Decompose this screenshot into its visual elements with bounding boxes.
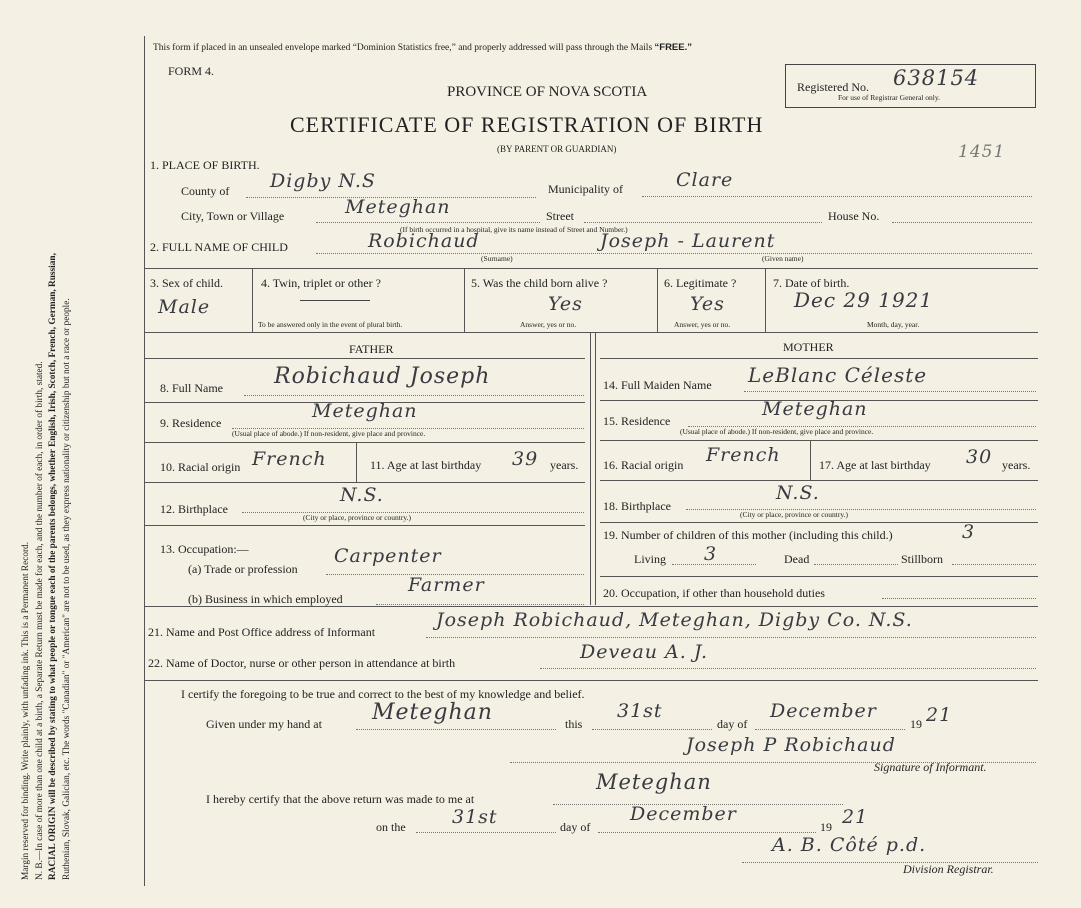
mother-race-value: French bbox=[706, 444, 781, 466]
mother-stillborn-label: Stillborn bbox=[901, 552, 944, 566]
mother-residence-label: 15. Residence bbox=[603, 414, 671, 428]
house-label: House No. bbox=[828, 209, 880, 223]
alive-label: 5. Was the child born alive ? bbox=[471, 276, 608, 290]
mother-occupation-label: 20. Occupation, if other than household duties bbox=[603, 586, 825, 600]
father-race-label: 10. Racial origin bbox=[160, 460, 241, 474]
this-label: this bbox=[565, 717, 583, 731]
date-note: Month, day, year. bbox=[867, 320, 920, 329]
municipality-label: Municipality of bbox=[548, 182, 623, 196]
father-business-label: (b) Business in which employed bbox=[188, 592, 343, 606]
margin-note-racial-cont: Ruthenian, Slovak, Galician, etc. The words "Canadian" or "American" are not to be used, as they express nationality or citizenship but not a race or people. bbox=[61, 298, 72, 880]
informant-signature: Joseph P Robichaud bbox=[686, 734, 896, 756]
province: PROVINCE OF NOVA SCOTIA bbox=[447, 84, 648, 100]
father-age-label: 11. Age at last birthday bbox=[370, 458, 482, 472]
mother-birthplace-note: (City or place, province or country.) bbox=[740, 510, 849, 519]
mother-race-label: 16. Racial origin bbox=[603, 458, 684, 472]
mother-heading: MOTHER bbox=[783, 340, 834, 354]
legit-value: Yes bbox=[690, 293, 725, 315]
legit-note: Answer, yes or no. bbox=[674, 320, 731, 329]
mother-birthplace-value: N.S. bbox=[776, 482, 820, 504]
mail-notice: This form if placed in an unsealed envelope marked “Dominion Statistics free,” and properly addressed will pass through the Mails “FREE.” bbox=[153, 42, 692, 53]
father-age-value: 39 bbox=[512, 448, 539, 470]
margin-note-binding: Margin reserved for binding. Write plainly, with unfading ink. This is a Permanent Record. bbox=[21, 541, 31, 880]
year-suffix-value: 21 bbox=[926, 704, 953, 726]
father-birthplace-value: N.S. bbox=[340, 484, 384, 506]
page-title: CERTIFICATE OF REGISTRATION OF BIRTH bbox=[290, 112, 764, 137]
mother-residence-value: Meteghan bbox=[762, 398, 868, 420]
mother-name-label: 14. Full Maiden Name bbox=[603, 378, 712, 392]
father-residence-label: 9. Residence bbox=[160, 416, 222, 430]
mother-birthplace-label: 18. Birthplace bbox=[603, 499, 671, 513]
return-line: I hereby certify that the above return was made to me at bbox=[206, 792, 475, 806]
given-label: Given under my hand at bbox=[206, 717, 322, 731]
mail-free: “FREE.” bbox=[654, 42, 692, 53]
informant-value: Joseph Robichaud, Meteghan, Digby Co. N.S. bbox=[436, 609, 913, 631]
mother-children-value: 3 bbox=[962, 521, 976, 543]
father-name-value: Robichaud Joseph bbox=[274, 364, 491, 389]
on-the-label: on the bbox=[376, 820, 406, 834]
father-years-label: years. bbox=[550, 458, 579, 472]
mother-dead-label: Dead bbox=[784, 552, 810, 566]
surname-caption: (Surname) bbox=[481, 254, 513, 263]
date-label: 7. Date of birth. bbox=[773, 276, 850, 290]
alive-value: Yes bbox=[548, 293, 583, 315]
year-prefix: 19 bbox=[910, 717, 922, 731]
return-year-suffix-value: 21 bbox=[842, 806, 869, 828]
sex-value: Male bbox=[158, 296, 211, 318]
county-label: County of bbox=[181, 184, 230, 198]
informant-signature-caption: Signature of Informant. bbox=[874, 760, 987, 774]
form-number: FORM 4. bbox=[168, 64, 215, 78]
return-month-value: December bbox=[630, 803, 737, 825]
day-of-label: day of bbox=[717, 717, 748, 731]
street-label: Street bbox=[546, 209, 574, 223]
father-residence-note: (Usual place of abode.) If non-resident, give place and province. bbox=[232, 429, 426, 438]
mother-children-label: 19. Number of children of this mother (including this child.) bbox=[603, 528, 893, 542]
return-place-value: Meteghan bbox=[596, 770, 712, 794]
county-value: Digby N.S bbox=[270, 170, 376, 192]
hospital-note: (If birth occurred in a hospital, give its name instead of Street and Number.) bbox=[400, 225, 628, 234]
city-label: City, Town or Village bbox=[181, 209, 285, 223]
corner-mark: 1451 bbox=[958, 142, 1006, 162]
place-of-birth-heading: 1. PLACE OF BIRTH. bbox=[150, 158, 260, 172]
father-residence-value: Meteghan bbox=[312, 400, 418, 422]
father-trade-value: Carpenter bbox=[334, 545, 442, 567]
father-heading: FATHER bbox=[349, 342, 394, 356]
given-caption: (Given name) bbox=[762, 254, 804, 263]
city-value: Meteghan bbox=[345, 196, 451, 218]
legit-label: 6. Legitimate ? bbox=[664, 276, 737, 290]
municipality-value: Clare bbox=[676, 169, 734, 191]
doctor-label: 22. Name of Doctor, nurse or other person in attendance at birth bbox=[148, 656, 456, 670]
given-place-value: Meteghan bbox=[372, 700, 493, 725]
date-value: Dec 29 1921 bbox=[794, 288, 934, 312]
alive-note: Answer, yes or no. bbox=[520, 320, 577, 329]
child-surname-value: Robichaud bbox=[368, 230, 480, 252]
mother-living-value: 3 bbox=[704, 543, 718, 565]
father-business-value: Farmer bbox=[408, 574, 485, 596]
certify-line: I certify the foregoing to be true and correct to the best of my knowledge and belief. bbox=[181, 687, 585, 701]
father-race-value: French bbox=[252, 448, 327, 470]
father-birthplace-note: (City or place, province or country.) bbox=[303, 513, 412, 522]
informant-label: 21. Name and Post Office address of Informant bbox=[148, 625, 376, 639]
subtitle: (BY PARENT OR GUARDIAN) bbox=[497, 144, 617, 154]
twin-note: To be answered only in the event of plural birth. bbox=[258, 320, 403, 329]
twin-label: 4. Twin, triplet or other ? bbox=[261, 276, 381, 290]
margin-note-plural: N. B.—In case of more than one child at a birth, a Separate Return must be made for each, and the number of each, in order of birth, stated. bbox=[34, 361, 45, 880]
registrar-signature: A. B. Côté p.d. bbox=[772, 834, 927, 856]
child-given-value: Joseph - Laurent bbox=[600, 230, 776, 252]
return-year-prefix: 19 bbox=[820, 820, 832, 834]
sex-label: 3. Sex of child. bbox=[150, 276, 223, 290]
margin-note-racial: RACIAL ORIGIN will be described by stating to what people or tongue each of the parents belongs, whether English, Irish, Scotch, French, German, Russian, bbox=[48, 253, 58, 880]
father-occupation-label: 13. Occupation:— bbox=[160, 542, 249, 556]
mother-name-value: LeBlanc Céleste bbox=[748, 363, 928, 387]
this-day-value: 31st bbox=[617, 700, 663, 722]
registrar-note: For use of Registrar General only. bbox=[838, 93, 940, 102]
registrar-caption: Division Registrar. bbox=[903, 862, 994, 876]
return-day-value: 31st bbox=[452, 806, 498, 828]
child-name-label: 2. FULL NAME OF CHILD bbox=[150, 240, 288, 254]
margin-notes bbox=[20, 40, 132, 880]
mother-years-label: years. bbox=[1002, 458, 1031, 472]
father-birthplace-label: 12. Birthplace bbox=[160, 502, 228, 516]
return-day-of-label: day of bbox=[560, 820, 591, 834]
month-value: December bbox=[770, 700, 877, 722]
doctor-value: Deveau A. J. bbox=[580, 641, 709, 663]
registered-label: Registered No. bbox=[797, 80, 869, 94]
mother-age-label: 17. Age at last birthday bbox=[819, 458, 931, 472]
father-trade-label: (a) Trade or profession bbox=[188, 562, 298, 576]
mother-residence-note: (Usual place of abode.) If non-resident, give place and province. bbox=[680, 427, 874, 436]
mother-age-value: 30 bbox=[966, 446, 993, 468]
registered-number: 638154 bbox=[893, 66, 980, 90]
father-name-label: 8. Full Name bbox=[160, 381, 223, 395]
mother-living-label: Living bbox=[634, 552, 666, 566]
